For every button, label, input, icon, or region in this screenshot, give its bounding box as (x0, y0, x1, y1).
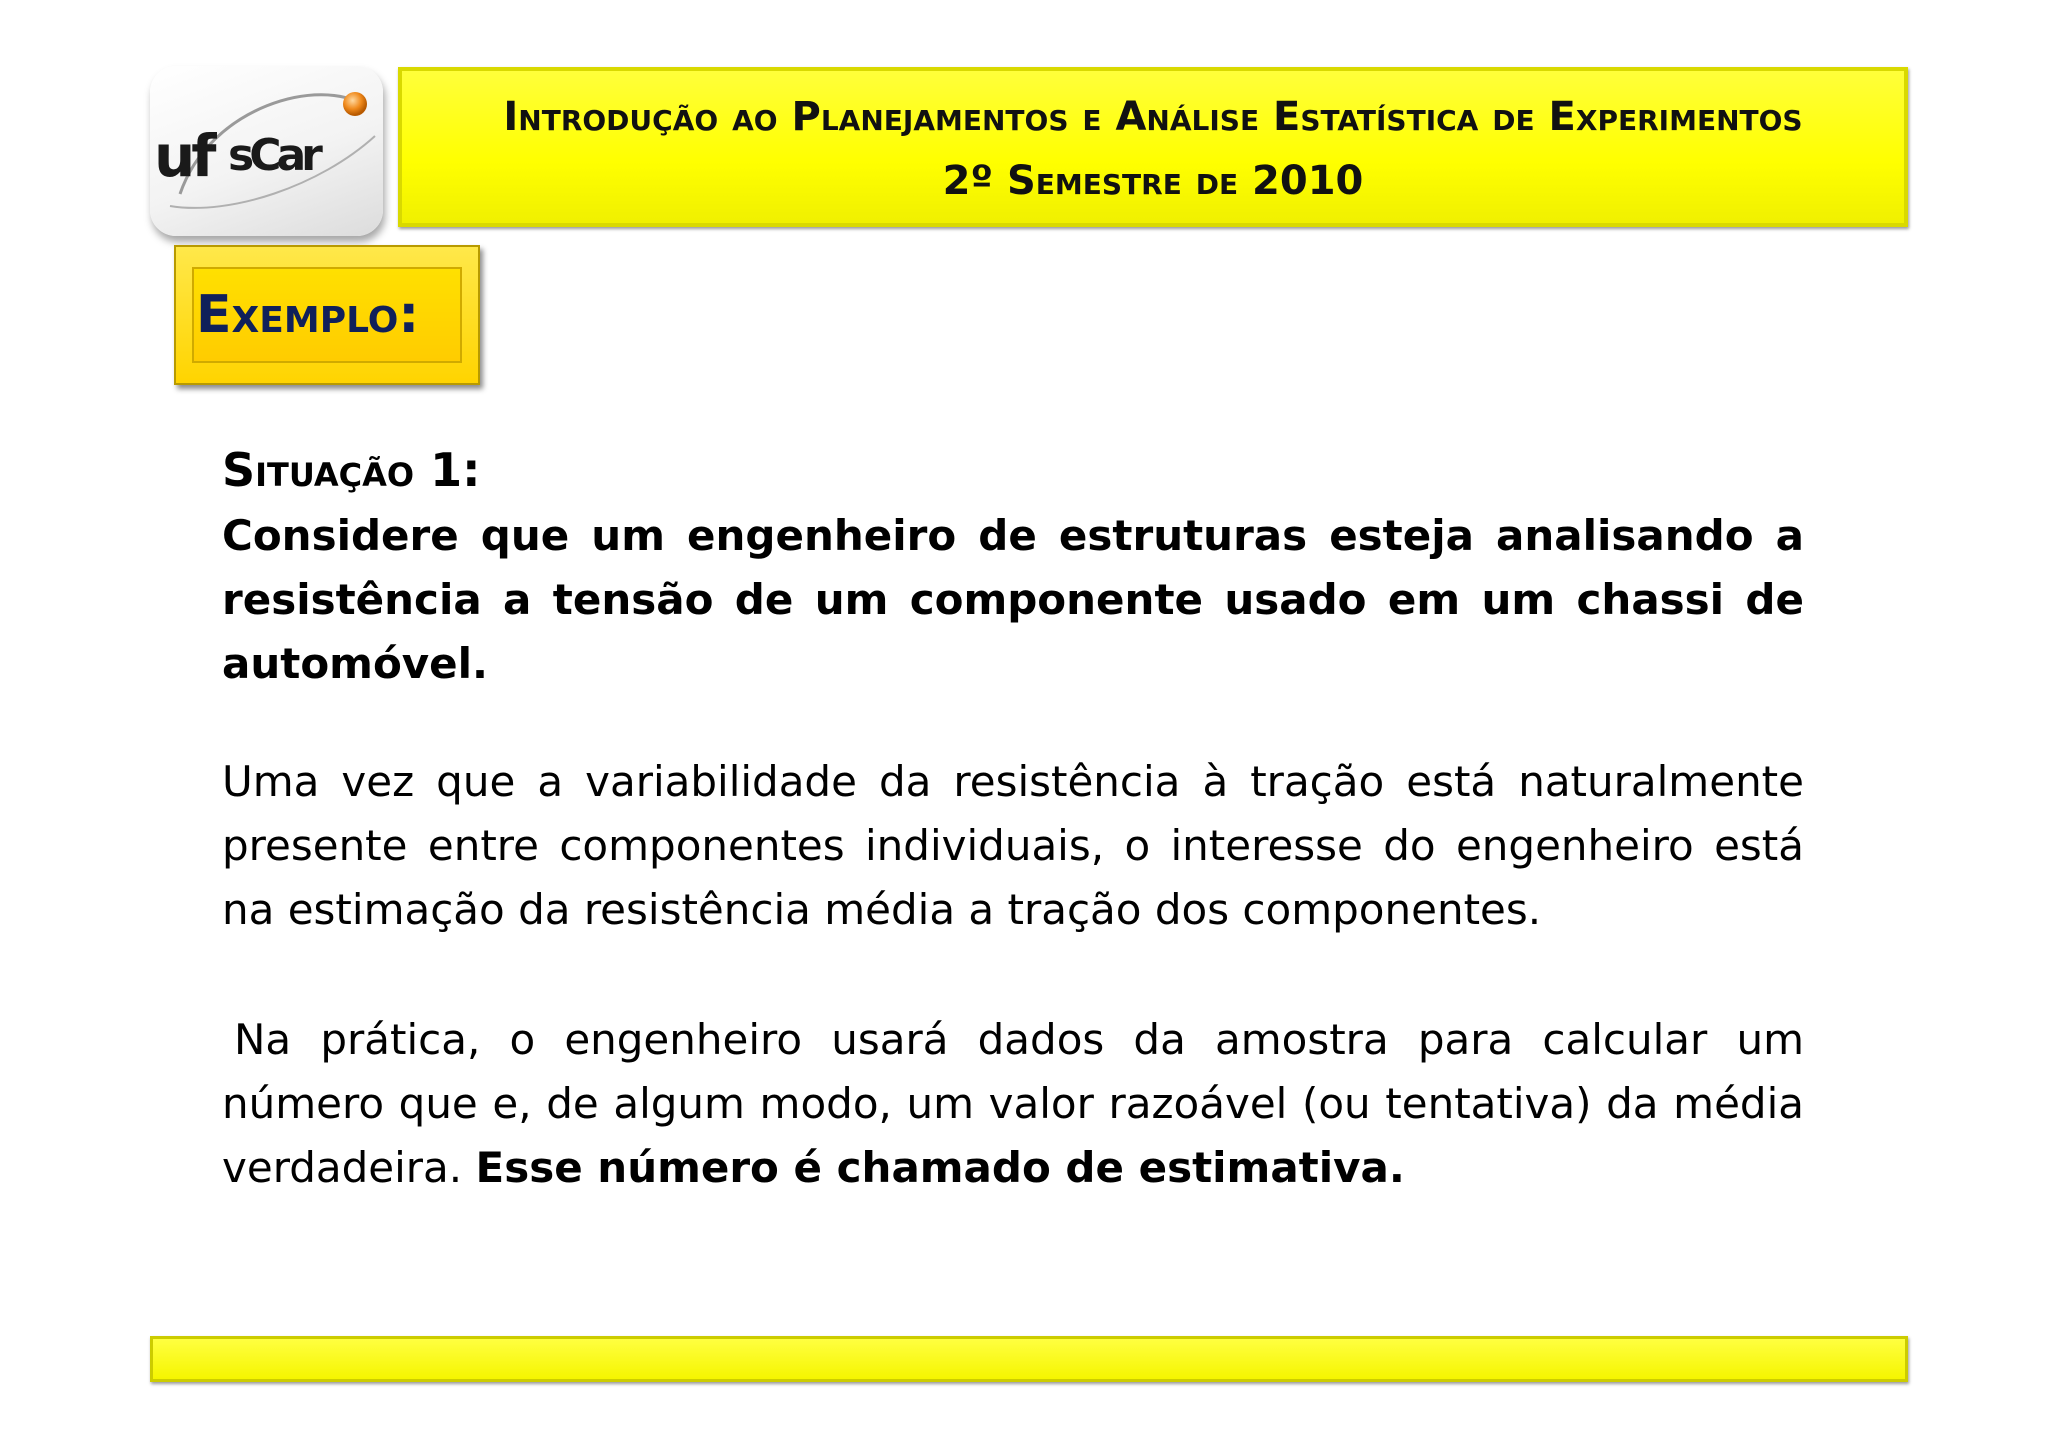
situation-description: Considere que um engenheiro de estruturas esteja analisando a resistência a tensão de um componente usado em um chassi de automóvel. (222, 511, 1804, 688)
header-banner (398, 67, 1908, 227)
example-label: Exemplo: (196, 285, 420, 345)
svg-text:sCar: sCar (228, 130, 318, 181)
header-title: Introdução ao Planejamentos e Análise Estatística de Experimentos (503, 94, 1803, 140)
estimate-definition: Esse número é chamado de estimativa. (475, 1143, 1405, 1192)
ufscar-logo (150, 66, 383, 236)
situation-title: Situação 1: (222, 443, 481, 497)
estimate-paragraph-text: Na prática, o engenheiro usará dados da amostra para calcular um número que e, de algum modo, um valor razoável (ou tentativa) da média verdadeira. (222, 1015, 1804, 1192)
header-subtitle: 2º Semestre de 2010 (942, 158, 1364, 204)
footer-bar (150, 1336, 1908, 1382)
example-label-box (174, 245, 480, 385)
variability-paragraph: Uma vez que a variabilidade da resistência à tração está naturalmente presente entre componentes individuais, o interesse do engenheiro está na estimação da resistência média a tração dos componentes. (222, 757, 1804, 934)
ufscar-logo-icon (150, 66, 383, 236)
svg-text:uf: uf (154, 122, 213, 190)
estimate-paragraph (222, 1008, 1804, 1200)
